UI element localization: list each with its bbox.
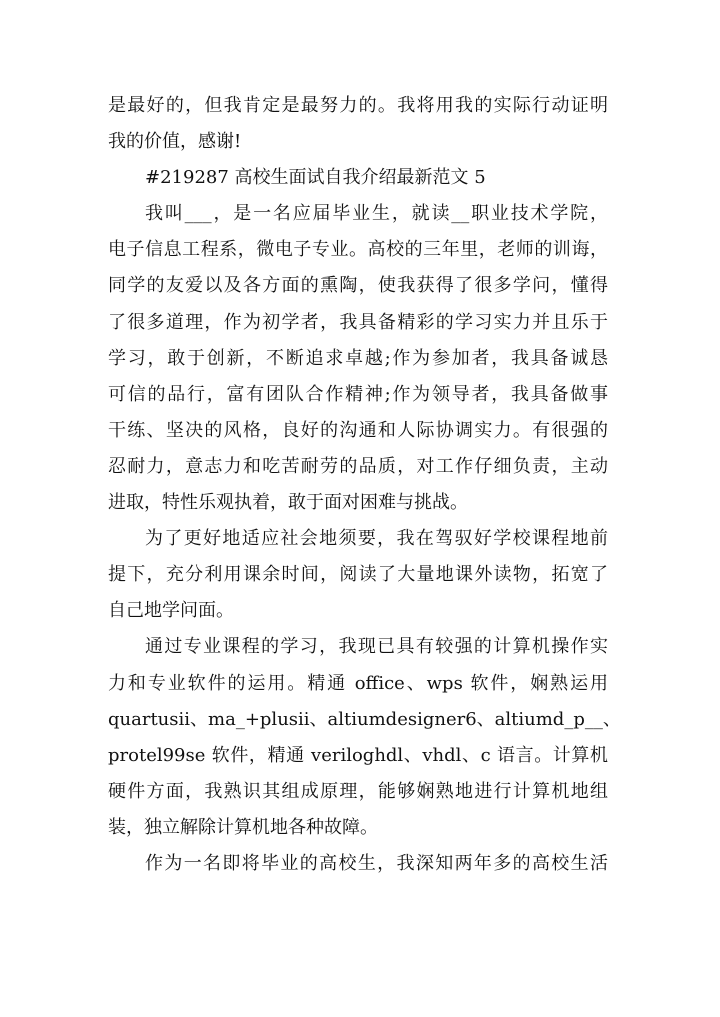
text-line: 我的价值，感谢! (108, 131, 242, 153)
text-line: 学习，敢于创新，不断追求卓越;作为参加者，我具备诚恳 (108, 347, 608, 369)
text-line: 自己地学问面。 (108, 600, 234, 622)
text-line: 电子信息工程系，微电子专业。高校的三年里，老师的训诲， (108, 239, 608, 261)
text-line: #219287 高校生面试自我介绍最新范文 5 (145, 167, 486, 189)
text-line: 忍耐力，意志力和吃苦耐劳的品质，对工作仔细负责，主动 (108, 455, 608, 477)
text-line: 是最好的，但我肯定是最努力的。我将用我的实际行动证明 (108, 95, 608, 116)
document-body (108, 88, 621, 882)
text-line: 装，独立解除计算机地各种故障。 (108, 816, 378, 838)
text-line: 通过专业课程的学习，我现已具有较强的计算机操作实 (145, 636, 608, 658)
text-line: 我叫___，是一名应届毕业生，就读__职业技术学院， (145, 203, 608, 225)
text-line: 为了更好地适应社会地须要，我在驾驭好学校课程地前 (145, 528, 608, 550)
text-line: 同学的友爱以及各方面的熏陶，使我获得了很多学问，懂得 (108, 275, 608, 297)
text-line: 作为一名即将毕业的高校生，我深知两年多的高校生活 (145, 852, 608, 874)
text-line: 力和专业软件的运用。精通 office、wps 软件，娴熟运用 (108, 672, 608, 694)
text-line: protel99se 软件，精通 veriloghdl、vhdl、c 语言。计算机 (108, 744, 608, 766)
text-line: 提下，充分利用课余时间，阅读了大量地课外读物，拓宽了 (108, 564, 608, 586)
text-line: 干练、坚决的风格，良好的沟通和人际协调实力。有很强的 (108, 419, 608, 441)
text-line: 硬件方面，我熟识其组成原理，能够娴熟地进行计算机地组 (108, 780, 608, 802)
text-line: 进取，特性乐观执着，敢于面对困难与挑战。 (108, 492, 468, 514)
text-line: quartusii、ma_+plusii、altiumdesigner6、altiumd_p__、 (108, 708, 621, 730)
text-line: 了很多道理，作为初学者，我具备精彩的学习实力并且乐于 (108, 311, 608, 333)
text-line: 可信的品行，富有团队合作精神;作为领导者，我具备做事 (108, 383, 608, 405)
